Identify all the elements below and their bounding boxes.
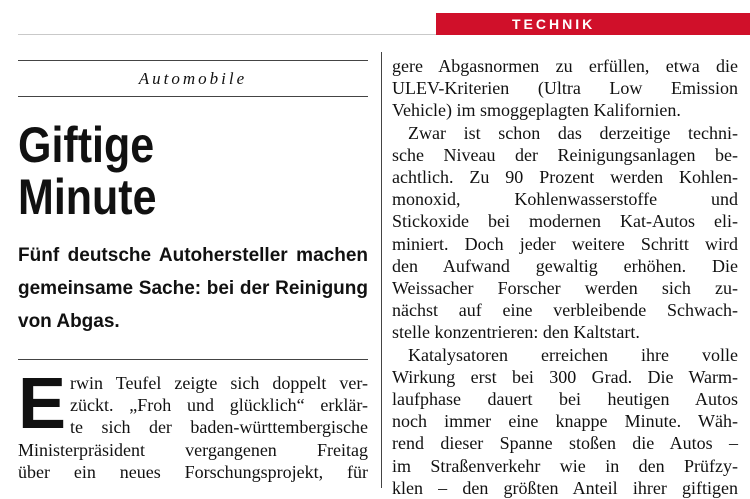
headline-line-2: Minute [18, 169, 157, 225]
text-line: Wirkung erst bei 300 Grad. Die Warm- [392, 366, 738, 387]
text-line: den Aufwand gewaltig erhöhen. Die [392, 255, 738, 276]
text-line: gere Abgasnormen zu erfüllen, etwa die [392, 56, 738, 76]
text-line: miniert. Doch jeder weitere Schritt wird [392, 233, 738, 254]
headline-line-1: Giftige [18, 117, 155, 173]
drop-cap: E [18, 364, 67, 444]
text-line: ULEV-Kriterien (Ultra Low Emission [392, 78, 738, 99]
subheadline: Fünf deutsche Autohersteller machen gemeinsame Sache: bei der Reinigung von Abgas. [18, 245, 368, 332]
text-line: über ein neues Forschungsprojekt, für [18, 461, 368, 482]
text-line: klen – den größten Anteil ihrer giftigen [392, 477, 738, 498]
column-divider [381, 52, 382, 488]
text-line: Katalysatoren erreichen ihre volle [408, 344, 738, 365]
text-line: achtlich. Zu 90 Prozent werden Kohlen- [392, 167, 738, 188]
text-line: sche Niveau der Reinigungsanlagen be- [392, 144, 738, 165]
subheadline-rule [18, 359, 368, 360]
left-column [18, 60, 368, 483]
paragraph [392, 55, 738, 122]
text-line: te sich der baden-württembergische [70, 417, 368, 438]
text-line: rwin Teufel zeigte sich doppelt ver- [70, 373, 368, 393]
text-line: im Straßenverkehr wie in den Prüfzy- [392, 455, 738, 476]
text-line: Weissacher Forscher werden sich zu- [392, 278, 738, 299]
paragraph [392, 122, 738, 344]
headline [18, 119, 319, 223]
article-body-start [18, 364, 368, 483]
kicker: Automobile [18, 60, 368, 97]
text-line: Ministerpräsident vergangenen Freitag [18, 439, 368, 460]
text-line: stelle konzentrieren: den Kaltstart. [392, 322, 640, 343]
section-banner: TECHNIK [436, 13, 750, 35]
text-line: monoxid, Kohlenwasserstoffe und [392, 189, 738, 210]
text-line: nächst auf eine verbleibende Schwach- [392, 300, 738, 321]
text-line: Vehicle) im smoggeplagten Kalifornien. [392, 100, 681, 121]
text-line: noch immer eine knappe Minute. Wäh- [392, 411, 738, 432]
right-column [392, 55, 738, 499]
text-line: Zwar ist schon das derzeitige techni- [408, 122, 738, 143]
text-line: Stickoxide bei modernen Kat-Autos eli- [392, 211, 738, 232]
text-line: zückt. „Froh und glücklich“ erklär- [70, 395, 368, 416]
text-line: rend dieser Spanne stoßen die Autos – [392, 433, 738, 454]
paragraph [392, 344, 738, 499]
text-line: laufphase dauert bei heutigen Autos [392, 389, 738, 410]
